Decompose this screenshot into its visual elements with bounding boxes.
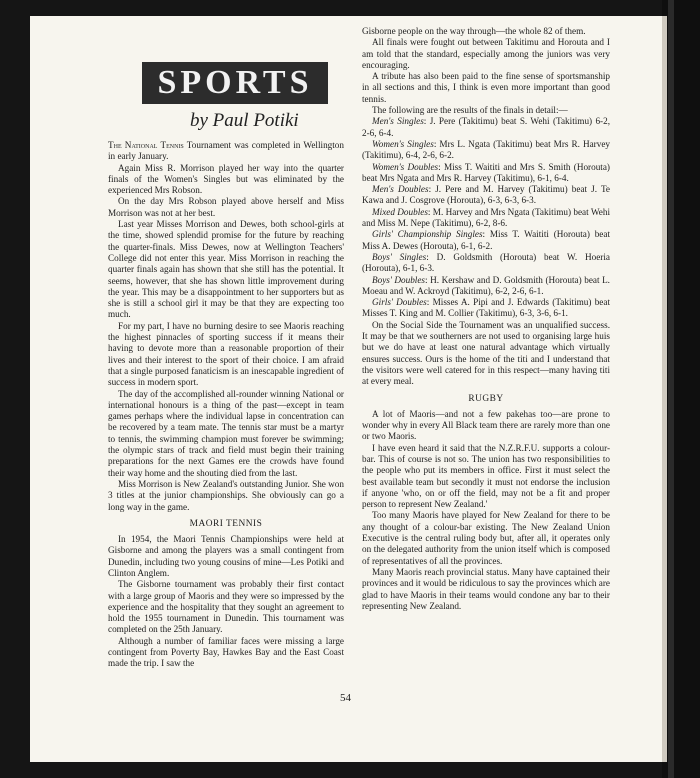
article-paragraph: A tribute has also been paid to the fine sense of sportsmanship in all sections and this, I think is even more important than good tennis. xyxy=(362,71,610,104)
article-paragraph: Although a number of familiar faces were missing a large contingent from Poverty Bay, Hawkes Bay and the East Coast made the trip. I saw the xyxy=(108,635,344,669)
left-column xyxy=(108,140,344,670)
result-label: Boys' Doubles xyxy=(372,274,425,285)
article-paragraph: The day of the accomplished all-rounder winning National or international honours is a thing of the past—except in team games perhaps where the individual lapse in concentration can be recovered by a team mate. The tennis star must be a martyr to tennis, the swimming champion must forever be swimming; the olympic stars of track and field must begin their training preparations for the next Games ere the crowds have found their way home and the shouting died from the last. xyxy=(108,388,344,478)
result-label: Women's Doubles xyxy=(372,161,439,172)
result-label: Girls' Championship Singles xyxy=(372,229,483,240)
sports-masthead: SPORTS xyxy=(142,62,328,104)
result-entry xyxy=(362,162,610,185)
article-paragraph: Many Maoris reach provincial status. Many have captained their provinces and it would be ridiculous to say the provinces which are glad to have Maoris in their teams would condone any bar to their representing New Zealand. xyxy=(362,566,610,611)
result-entry xyxy=(362,207,610,230)
result-label: Girls' Doubles xyxy=(372,297,427,308)
right-column xyxy=(362,26,610,612)
result-text: : D. Goldsmith (Horouta) beat W. Hoeria (Horouta), 6-1, 6-3. xyxy=(362,251,610,274)
page-number: 54 xyxy=(340,692,351,704)
spine-edge xyxy=(668,0,674,778)
result-label: Men's Singles xyxy=(372,116,424,127)
result-entry xyxy=(362,252,610,275)
article-paragraph: Too many Maoris have played for New Zealand for there to be any thought of a colour-bar existing. The New Zealand Union Executive is the central ruling body but, after all, it operates only on the delegated authority from the union itself which is composed of representatives of all the provinces. xyxy=(362,510,610,566)
result-entry xyxy=(362,139,610,162)
article-paragraph: I have even heard it said that the N.Z.R.F.U. supports a colour-bar. This of course is not so. The union has two responsibilities to the people who put its members in office. First it must select the best available team but secondly it must not endorse the inclusion if anyone 'who, on or off the field, may not be a fit and proper person to represent New Zealand.' xyxy=(362,442,610,510)
result-entry xyxy=(362,116,610,139)
result-text: : J. Pere and M. Harvey (Takitimu) beat J. Te Kawa and J. Cosgrove (Horouta), 6-3, 6-3, 6-3. xyxy=(362,184,610,206)
result-entry xyxy=(362,297,610,320)
article-paragraph: On the day Mrs Robson played above herself and Miss Morrison was not at her best. xyxy=(108,196,344,218)
intro-paragraph xyxy=(108,140,344,163)
intro-lead: The National Tennis xyxy=(108,140,184,150)
result-text: : Miss T. Waititi and Mrs S. Smith (Horouta) beat Mrs Ngata and Mrs R. Harvey (Takitimu), 6-1, 6-4. xyxy=(362,161,610,183)
article-paragraph: A lot of Maoris—and not a few pakehas too—are prone to wonder why in every All Black team there are rarely more than one or two Maoris. xyxy=(362,408,610,442)
result-text: : Miss T. Waititi (Horouta) beat Miss A. Dewes (Horouta), 6-1, 6-2. xyxy=(362,229,610,251)
article-paragraph: In 1954, the Maori Tennis Championships were held at Gisborne and among the players was a small contingent from Dunedin, including two young cousins of mine—Les Potiki and Clinton Anglem. xyxy=(108,534,344,578)
result-text: : H. Kershaw and D. Goldsmith (Horouta) beat L. Moeau and W. Ackroyd (Takitimu), 6-2, 2-6, 6-1. xyxy=(362,274,610,296)
result-label: Boys' Singles xyxy=(372,251,427,262)
result-text: : J. Pere (Takitimu) beat S. Wehi (Takitimu) 6-2, 2-6, 6-4. xyxy=(362,116,611,138)
result-entry xyxy=(362,184,610,207)
intro-rest: Tournament was completed in Wellington in early January. xyxy=(108,140,344,162)
article-paragraph: Miss Morrison is New Zealand's outstanding Junior. She won 3 titles at the junior championships. She obviously can go a long way in the game. xyxy=(108,478,344,512)
article-paragraph: The Gisborne tournament was probably their first contact with a large group of Maoris and they were so impressed by the experience and the hospitality that they sought an agreement to hold the 1955 tournament in Dunedin. This tournament was completed on the 25th January. xyxy=(108,579,344,635)
section-heading-maori-tennis: MAORI TENNIS xyxy=(189,518,263,529)
article-paragraph: For my part, I have no burning desire to see Maoris reaching the highest pinnacles of sporting success if it means their having to devote more than a reasonable proportion of their lives and their interest to the sport of their choice. I am afraid that a single purposed fanaticism is an inescapable ingredient of success in modern sport. xyxy=(108,320,344,388)
section-heading-rugby: RUGBY xyxy=(468,393,504,404)
article-paragraph: Last year Misses Morrison and Dewes, both school-girls at the time, showed splendid promise for the future by reaching the quarter-finals. Miss Dewes, now at Wellington Teachers' College did not enter this year. Miss Morrison in reaching the quarter finals again has shown that she still has the potential. It seems, however, that she has shown little improvement during the year. This may be a disappointment to her supporters but as she is still a school girl it may be that they are expecting too much. xyxy=(108,219,344,320)
result-label: Men's Doubles xyxy=(372,184,429,195)
result-label: Women's Singles xyxy=(372,138,434,149)
result-entry xyxy=(362,275,610,298)
result-text: : Mrs L. Ngata (Takitimu) beat Mrs R. Harvey (Takitimu), 6-4, 2-6, 6-2. xyxy=(362,138,610,161)
book-spine xyxy=(662,0,700,778)
result-entry xyxy=(362,229,610,252)
article-paragraph: The following are the results of the finals in detail:— xyxy=(372,105,568,116)
continued-paragraph: Gisborne people on the way through—the whole 82 of them. xyxy=(362,26,586,36)
result-text: : M. Harvey and Mrs Ngata (Takitimu) beat Wehi and Miss M. Nepe (Takitimu), 6-2, 8-6. xyxy=(362,206,610,229)
article-paragraph: On the Social Side the Tournament was an unqualified success. It may be that we southerners are not used to organising large huis but we do have at least one natural advantage which virtually ensures success. Ours is the home of the titi and I understand that the visitors were well catered for in this respect—many having titi at every meal. xyxy=(362,319,610,387)
article-paragraph: All finals were fought out between Takitimu and Horouta and I am told that the standard, especially among the juniors was very encouraging. xyxy=(362,37,610,70)
byline: by Paul Potiki xyxy=(190,110,299,131)
result-text: : Misses A. Pipi and J. Edwards (Takitimu) beat Misses T. King and M. Collier (Takitimu), 6-3, 3-6, 6-1. xyxy=(362,297,611,319)
article-paragraph: Again Miss R. Morrison played her way into the quarter finals of the Women's Singles but was eliminated by the experienced Mrs Robson. xyxy=(108,162,344,196)
result-label: Mixed Doubles xyxy=(372,206,428,217)
